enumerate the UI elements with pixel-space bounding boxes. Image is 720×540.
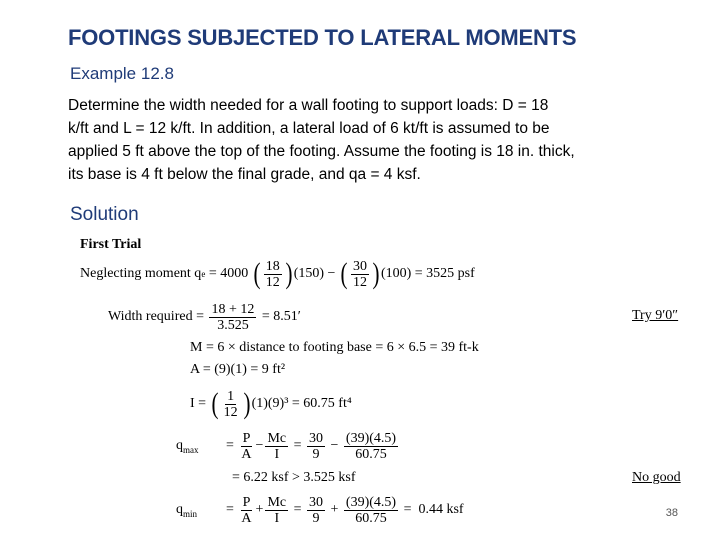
equation-inertia: I = ( $\frac{1}{12}$ ) (1)(9)³ = 60.75 ft⁴ xyxy=(190,387,352,420)
eq1-value: = 4000 xyxy=(208,266,249,281)
qmax-30: 30 xyxy=(309,430,324,446)
equation-width-required xyxy=(108,300,301,334)
eq1-sub: e xyxy=(201,269,206,279)
eq1-frac2-den: 12 xyxy=(352,274,367,290)
eq5-rest: (1)(9)³ = 60.75 ft⁴ xyxy=(251,396,352,411)
problem-line-1: Determine the width needed for a wall footing to support loads: D = 18 xyxy=(68,97,549,114)
qmax-i: I xyxy=(274,446,280,462)
eq1-label: Neglecting moment q xyxy=(80,266,202,281)
qmin-op-2: + xyxy=(330,502,339,517)
qmin-9: 9 xyxy=(312,510,320,526)
result-note: No good xyxy=(632,470,681,485)
qmax-op: − xyxy=(255,438,264,453)
qmin-label: q xyxy=(176,501,183,517)
qmin-i: I xyxy=(274,510,280,526)
qmin-moment: (39)(4.5) xyxy=(345,494,397,510)
qmin-inertia: 60.75 xyxy=(355,510,387,526)
equation-moment: M = 6 × distance to footing base = 6 × 6.5 = 39 ft-k xyxy=(190,340,479,355)
qmin-op: + xyxy=(255,502,264,517)
eq1-frac2-num: 30 xyxy=(352,258,367,274)
eq2-label: Width required = xyxy=(108,309,204,324)
qmin-sub: min xyxy=(183,508,198,519)
qmax-equals-2: = xyxy=(293,438,302,453)
qmin-equals-2: = xyxy=(293,502,302,517)
equation-area: A = (9)(1) = 9 ft² xyxy=(190,362,286,377)
qmax-a: A xyxy=(241,446,252,462)
qmin-p: P xyxy=(242,494,251,510)
eq5-den: 12 xyxy=(223,404,238,420)
qmin-mc: Mc xyxy=(267,494,287,510)
eq5-lhs: I = xyxy=(190,396,207,411)
example-heading: Example 12.8 xyxy=(70,64,174,83)
qmax-sub: max xyxy=(183,444,199,455)
qmax-inertia: 60.75 xyxy=(355,446,387,462)
qmax-equals: = xyxy=(226,438,234,453)
eq1-mult1: (150) xyxy=(293,266,325,281)
eq1-frac1-num: 18 xyxy=(265,258,280,274)
first-trial-label: First Trial xyxy=(80,237,142,252)
qmax-moment: (39)(4.5) xyxy=(345,430,397,446)
equation-qmax-result: = 6.22 ksf > 3.525 ksf xyxy=(232,470,356,485)
equation-qmin xyxy=(176,492,464,528)
page-number: 38 xyxy=(665,507,678,519)
eq1-frac1-den: 12 xyxy=(265,274,280,290)
eq5-num: 1 xyxy=(227,388,235,404)
equation-qmax xyxy=(176,428,400,464)
eq1-minus: − xyxy=(327,266,336,281)
trial-width-note: Try 9′0″ xyxy=(632,308,679,323)
qmax-9: 9 xyxy=(312,446,320,462)
problem-statement xyxy=(68,94,672,186)
qmin-a: A xyxy=(241,510,252,526)
qmin-equals: = xyxy=(226,502,234,517)
eq1-mult2: (100) = 3525 psf xyxy=(380,266,475,281)
eq2-den: 3.525 xyxy=(217,317,249,333)
qmin-value: 0.44 ksf xyxy=(418,502,464,517)
problem-line-2: k/ft and L = 12 k/ft. In addition, a lateral load of 6 kt/ft is assumed to be xyxy=(68,120,550,137)
qmin-equals-3: = xyxy=(403,502,412,517)
solution-heading: Solution xyxy=(70,204,139,225)
problem-line-3: applied 5 ft above the top of the footing. Assume the footing is 18 in. thick, xyxy=(68,143,575,160)
qmax-op-2: − xyxy=(330,438,339,453)
eq2-num: 18 + 12 xyxy=(211,301,255,317)
equation-soil-pressure: Neglecting moment q e = 4000 ( $\frac{18}{12}$ ) (150) − ( $\frac{30}{12}$ ) (100) = 3525 psf xyxy=(80,257,475,290)
eq2-value: = 8.51′ xyxy=(261,309,301,324)
qmax-mc: Mc xyxy=(267,430,287,446)
qmax-p: P xyxy=(242,430,251,446)
slide-title: FOOTINGS SUBJECTED TO LATERAL MOMENTS xyxy=(68,25,577,50)
qmax-label: q xyxy=(176,437,183,453)
qmin-30: 30 xyxy=(309,494,324,510)
problem-line-4: its base is 4 ft below the final grade, and qa = 4 ksf. xyxy=(68,166,421,183)
